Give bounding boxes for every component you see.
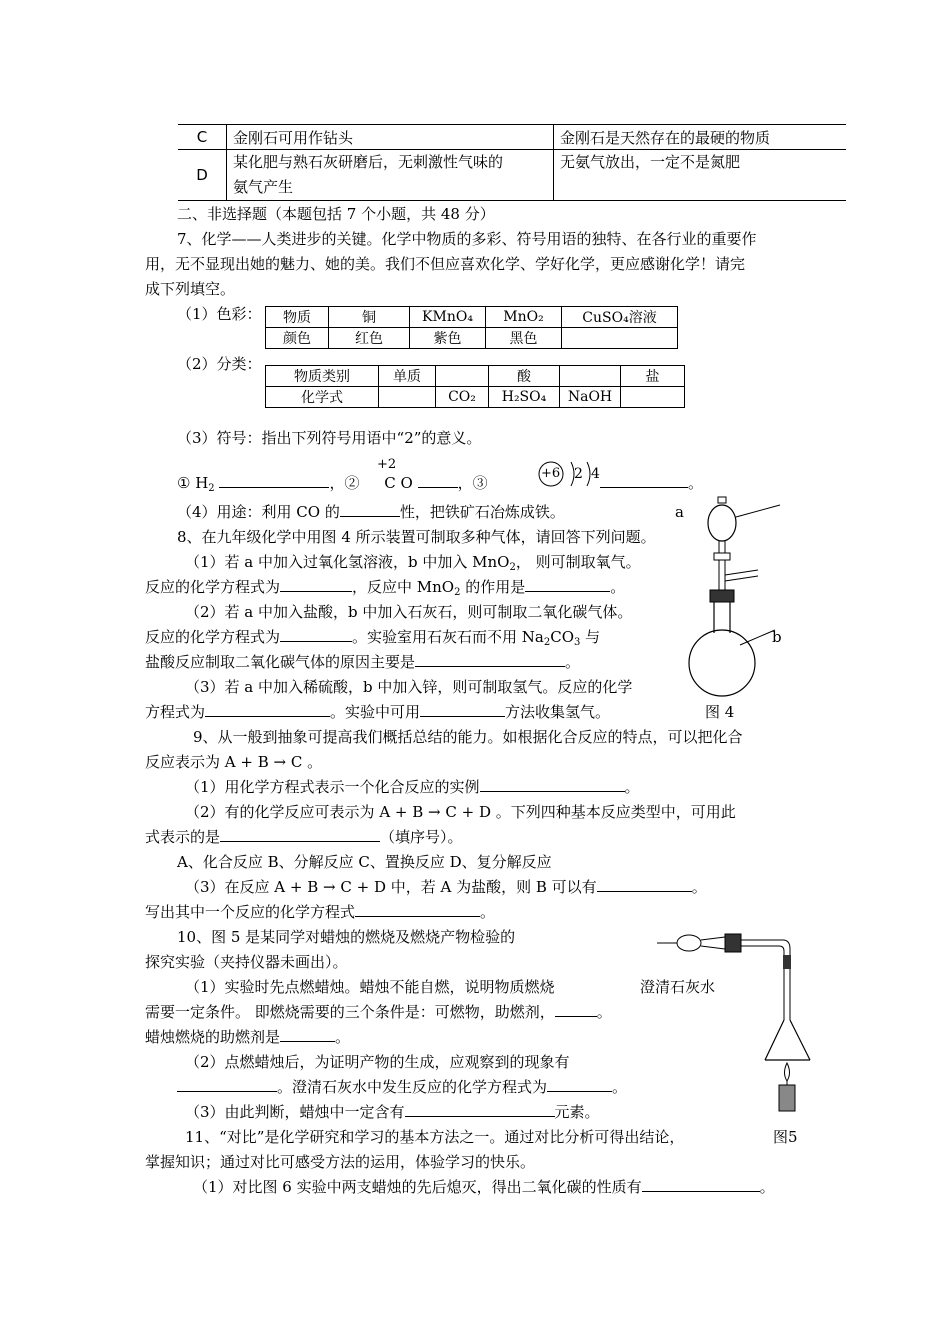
- q9-p3: [185, 875, 707, 900]
- cell: 红色: [329, 328, 410, 349]
- q7-line2: 用，无不显现出她的魅力、她的美。我们不但应喜欢化学、学好化学，更应感谢化学！请完: [145, 255, 746, 273]
- text: CO: [550, 628, 575, 646]
- nucleus-label: +6: [541, 466, 561, 481]
- cell: [379, 387, 436, 408]
- cell: 单质: [379, 366, 436, 387]
- answer-table-cd: [178, 124, 846, 201]
- row-col1-line1: 某化肥与熟石灰研磨后，无刺激性气味的: [233, 153, 504, 171]
- blank-18[interactable]: [547, 1077, 612, 1092]
- q7-class-label: （2）分类：: [177, 355, 262, 373]
- blank-11[interactable]: [480, 777, 625, 792]
- text: 写出其中一个反应的化学方程式: [145, 903, 356, 921]
- blank-13[interactable]: [597, 877, 692, 892]
- cell: 物质类别: [266, 366, 379, 387]
- q9-line2: 反应表示为 A + B → C 。: [145, 753, 323, 771]
- label-a: a: [675, 503, 684, 521]
- q11-line1: 11、“对比”是化学研究和学习的基本方法之一。通过对比分析可得出结论，: [185, 1128, 685, 1146]
- q8-p3: （3）若 a 中加入稀硫酸，b 中加入锌，则可制取氢气。反应的化学: [185, 678, 633, 696]
- text: 。实验室用石灰石而不用 Na: [352, 628, 544, 646]
- sep: ，③: [457, 474, 488, 492]
- text: （1）用化学方程式表示一个化合反应的实例: [185, 778, 480, 796]
- text: （1）若 a 中加入过氧化氢溶液，b 中加入 MnO: [185, 553, 510, 571]
- q7-symbol-row: [177, 471, 488, 496]
- cell: [562, 328, 678, 349]
- section-title-text: 二、非选择题: [177, 205, 268, 223]
- cell: 物质: [266, 307, 329, 328]
- text: 。: [759, 1178, 775, 1196]
- q9-p3-line2: [145, 900, 495, 925]
- blank-14[interactable]: [355, 902, 480, 917]
- cell: CuSO₄溶液: [562, 307, 678, 328]
- cell: 黑色: [486, 328, 562, 349]
- q7-line3: 成下列填空。: [145, 280, 236, 298]
- candle-combustion-apparatus: [655, 925, 815, 1115]
- blank-17[interactable]: [177, 1077, 277, 1092]
- blank-1[interactable]: [219, 473, 329, 488]
- blank-3[interactable]: [600, 473, 688, 488]
- text: 的作用是: [460, 578, 526, 596]
- text: 。澄清石灰水中发生反应的化学方程式为: [277, 1078, 548, 1096]
- use-text-a: （4）用途：利用 CO 的: [177, 503, 340, 521]
- blank-9[interactable]: [205, 702, 330, 717]
- cell: [436, 366, 489, 387]
- blank-20[interactable]: [642, 1177, 760, 1192]
- cell: 铜: [329, 307, 410, 328]
- blank-4[interactable]: [340, 502, 400, 517]
- cell: KMnO₄: [410, 307, 486, 328]
- cell: NaOH: [560, 387, 621, 408]
- text: 。: [610, 578, 626, 596]
- text: （3）在反应 A + B → C + D 中，若 A 为盐酸，则 B 可以有: [185, 878, 597, 896]
- section-note: （本题包括 7 个小题，共 48 分）: [267, 205, 495, 223]
- sep: ，②: [329, 474, 360, 492]
- cell: [560, 366, 621, 387]
- row-key: C: [178, 125, 227, 150]
- text: 反应的化学方程式为: [145, 628, 281, 646]
- q8-p1-line2: 反应的化学方程式为 ，反应中 MnO$_2$ 的作用是 。: [145, 578, 626, 598]
- q8-line1: 8、在九年级化学中用图 4 所示装置可制取多种气体，请回答下列问题。: [177, 528, 656, 546]
- table-row: [266, 387, 685, 408]
- row-col1-line2: 氨气产生: [233, 178, 294, 196]
- label-b: b: [772, 628, 782, 646]
- q8-p1: （1）若 a 中加入过氧化氢溶液，b 中加入 MnO$_2$， 则可制取氧气。: [185, 553, 641, 573]
- blank-12[interactable]: [220, 827, 380, 842]
- table-row: [178, 150, 846, 201]
- text: （3）由此判断，蜡烛中一定含有: [185, 1103, 405, 1121]
- text: ，反应中 MnO: [352, 578, 455, 596]
- q7-line1: 7、化学——人类进步的关键。化学中物质的多彩、符号用语的独特、在各行业的重要作: [177, 230, 757, 248]
- blank-2[interactable]: [418, 473, 458, 488]
- end-mark: 。: [688, 474, 704, 492]
- text: 蜡烛燃烧的助燃剂是: [145, 1028, 281, 1046]
- row-col2: 金刚石是天然存在的最硬的物质: [554, 125, 847, 150]
- shell-1: 2: [574, 466, 583, 482]
- text: 。: [335, 1028, 351, 1046]
- blank-10[interactable]: [420, 702, 505, 717]
- q7-use-row: [177, 500, 565, 525]
- blank-7[interactable]: [280, 627, 352, 642]
- text: 。: [596, 1003, 612, 1021]
- text: 。实验中可用: [330, 703, 421, 721]
- q9-options: A、化合反应 B、分解反应 C、置换反应 D、复分解反应: [177, 853, 552, 871]
- table-row: [266, 307, 678, 328]
- q11-p1: [193, 1175, 775, 1200]
- row-col1: 金刚石可用作钻头: [227, 125, 554, 150]
- q11-line2: 掌握知识；通过对比可感受方法的运用，体验学习的快乐。: [145, 1153, 536, 1171]
- symbol-h2: ① H: [177, 474, 209, 492]
- valence-plus2: +2: [377, 457, 397, 472]
- q8-p3-line2: [145, 700, 610, 725]
- q10-line2: 探究实验（夹持仪器未画出）。: [145, 953, 348, 971]
- cell: H₂SO₄: [489, 387, 560, 408]
- row-key: D: [178, 150, 227, 201]
- blank-3-row: [600, 471, 703, 496]
- q9-p2-line2: [145, 825, 463, 850]
- subscript-2: 2: [208, 483, 215, 494]
- q9-line1: 9、从一般到抽象可提高我们概括总结的能力。如根据化合反应的特点，可以把化合: [193, 728, 743, 746]
- row-col1: [227, 150, 554, 201]
- q8-p2-line2: 反应的化学方程式为 。实验室用石灰石而不用 $Na_2CO_3$ 与: [145, 628, 601, 648]
- figure-4-label: 图 4: [705, 703, 735, 721]
- text: 。: [691, 878, 707, 896]
- limewater-label: 澄清石灰水: [640, 978, 716, 996]
- text: ， 则可制取氧气。: [515, 553, 641, 571]
- q10-p2: （2）点燃蜡烛后，为证明产物的生成，应观察到的现象有: [185, 1053, 570, 1071]
- text: （填序号）。: [380, 828, 463, 846]
- cell: 盐: [621, 366, 685, 387]
- cell: 化学式: [266, 387, 379, 408]
- text: 。: [612, 1078, 628, 1096]
- text: 需要一定条件。 即燃烧需要的三个条件是：可燃物，助燃剂，: [145, 1003, 555, 1021]
- cell: MnO₂: [486, 307, 562, 328]
- text: 反应的化学方程式为: [145, 578, 281, 596]
- blank-8[interactable]: [415, 652, 565, 667]
- text: 。: [624, 778, 640, 796]
- color-table: [265, 306, 678, 349]
- row-col2: 无氨气放出，一定不是氮肥: [554, 150, 847, 201]
- q10-p3: [185, 1100, 600, 1125]
- blank-16[interactable]: [280, 1027, 335, 1042]
- text: 式表示的是: [145, 828, 221, 846]
- symbol-co: C O: [384, 474, 413, 492]
- text: 与: [580, 628, 601, 646]
- text: 盐酸反应制取二氧化碳气体的原因主要是: [145, 653, 416, 671]
- cell: 紫色: [410, 328, 486, 349]
- q9-p2: （2）有的化学反应可表示为 A + B → C + D 。下列四种基本反应类型中，可用此: [185, 803, 736, 821]
- text: 。: [565, 653, 581, 671]
- table-row: [266, 328, 678, 349]
- text: 。: [480, 903, 496, 921]
- text: 方法收集氢气。: [505, 703, 611, 721]
- q8-p2: （2）若 a 中加入盐酸，b 中加入石灰石，则可制取二氧化碳气体。: [185, 603, 633, 621]
- q9-p1: [185, 775, 640, 800]
- q7-symbol-prompt: （3）符号：指出下列符号用语中“2”的意义。: [177, 429, 482, 447]
- classification-table: [265, 365, 685, 408]
- q8-p2-line3: [145, 650, 580, 675]
- blank-5[interactable]: [280, 577, 352, 592]
- use-text-b: 性，把铁矿石冶炼成铁。: [399, 503, 565, 521]
- text: （1）对比图 6 实验中两支蜡烛的先后熄灭，得出二氧化碳的性质有: [193, 1178, 642, 1196]
- q10-p2-line2: [177, 1075, 627, 1100]
- q10-p1-line2: [145, 1000, 612, 1025]
- blank-6[interactable]: [525, 577, 610, 592]
- gas-generator-apparatus: [690, 495, 800, 705]
- q10-p1-line3: [145, 1025, 350, 1050]
- cell: 酸: [489, 366, 560, 387]
- blank-15[interactable]: [555, 1002, 597, 1017]
- table-row: [178, 125, 846, 150]
- text: 元素。: [554, 1103, 600, 1121]
- figure-5-label: 图5: [773, 1128, 798, 1146]
- q10-p1: （1）实验时先点燃蜡烛。蜡烛不能自燃，说明物质燃烧: [185, 978, 555, 996]
- section-title: [177, 202, 495, 227]
- q10-line1: 10、图 5 是某同学对蜡烛的燃烧及燃烧产物检验的: [177, 928, 516, 946]
- q7-color-label: （1）色彩：: [177, 305, 262, 323]
- table-row: [266, 366, 685, 387]
- cell: 颜色: [266, 328, 329, 349]
- shell-2: 4: [591, 466, 600, 482]
- text: 方程式为: [145, 703, 206, 721]
- blank-19[interactable]: [405, 1102, 555, 1117]
- cell: [621, 387, 685, 408]
- cell: CO₂: [436, 387, 489, 408]
